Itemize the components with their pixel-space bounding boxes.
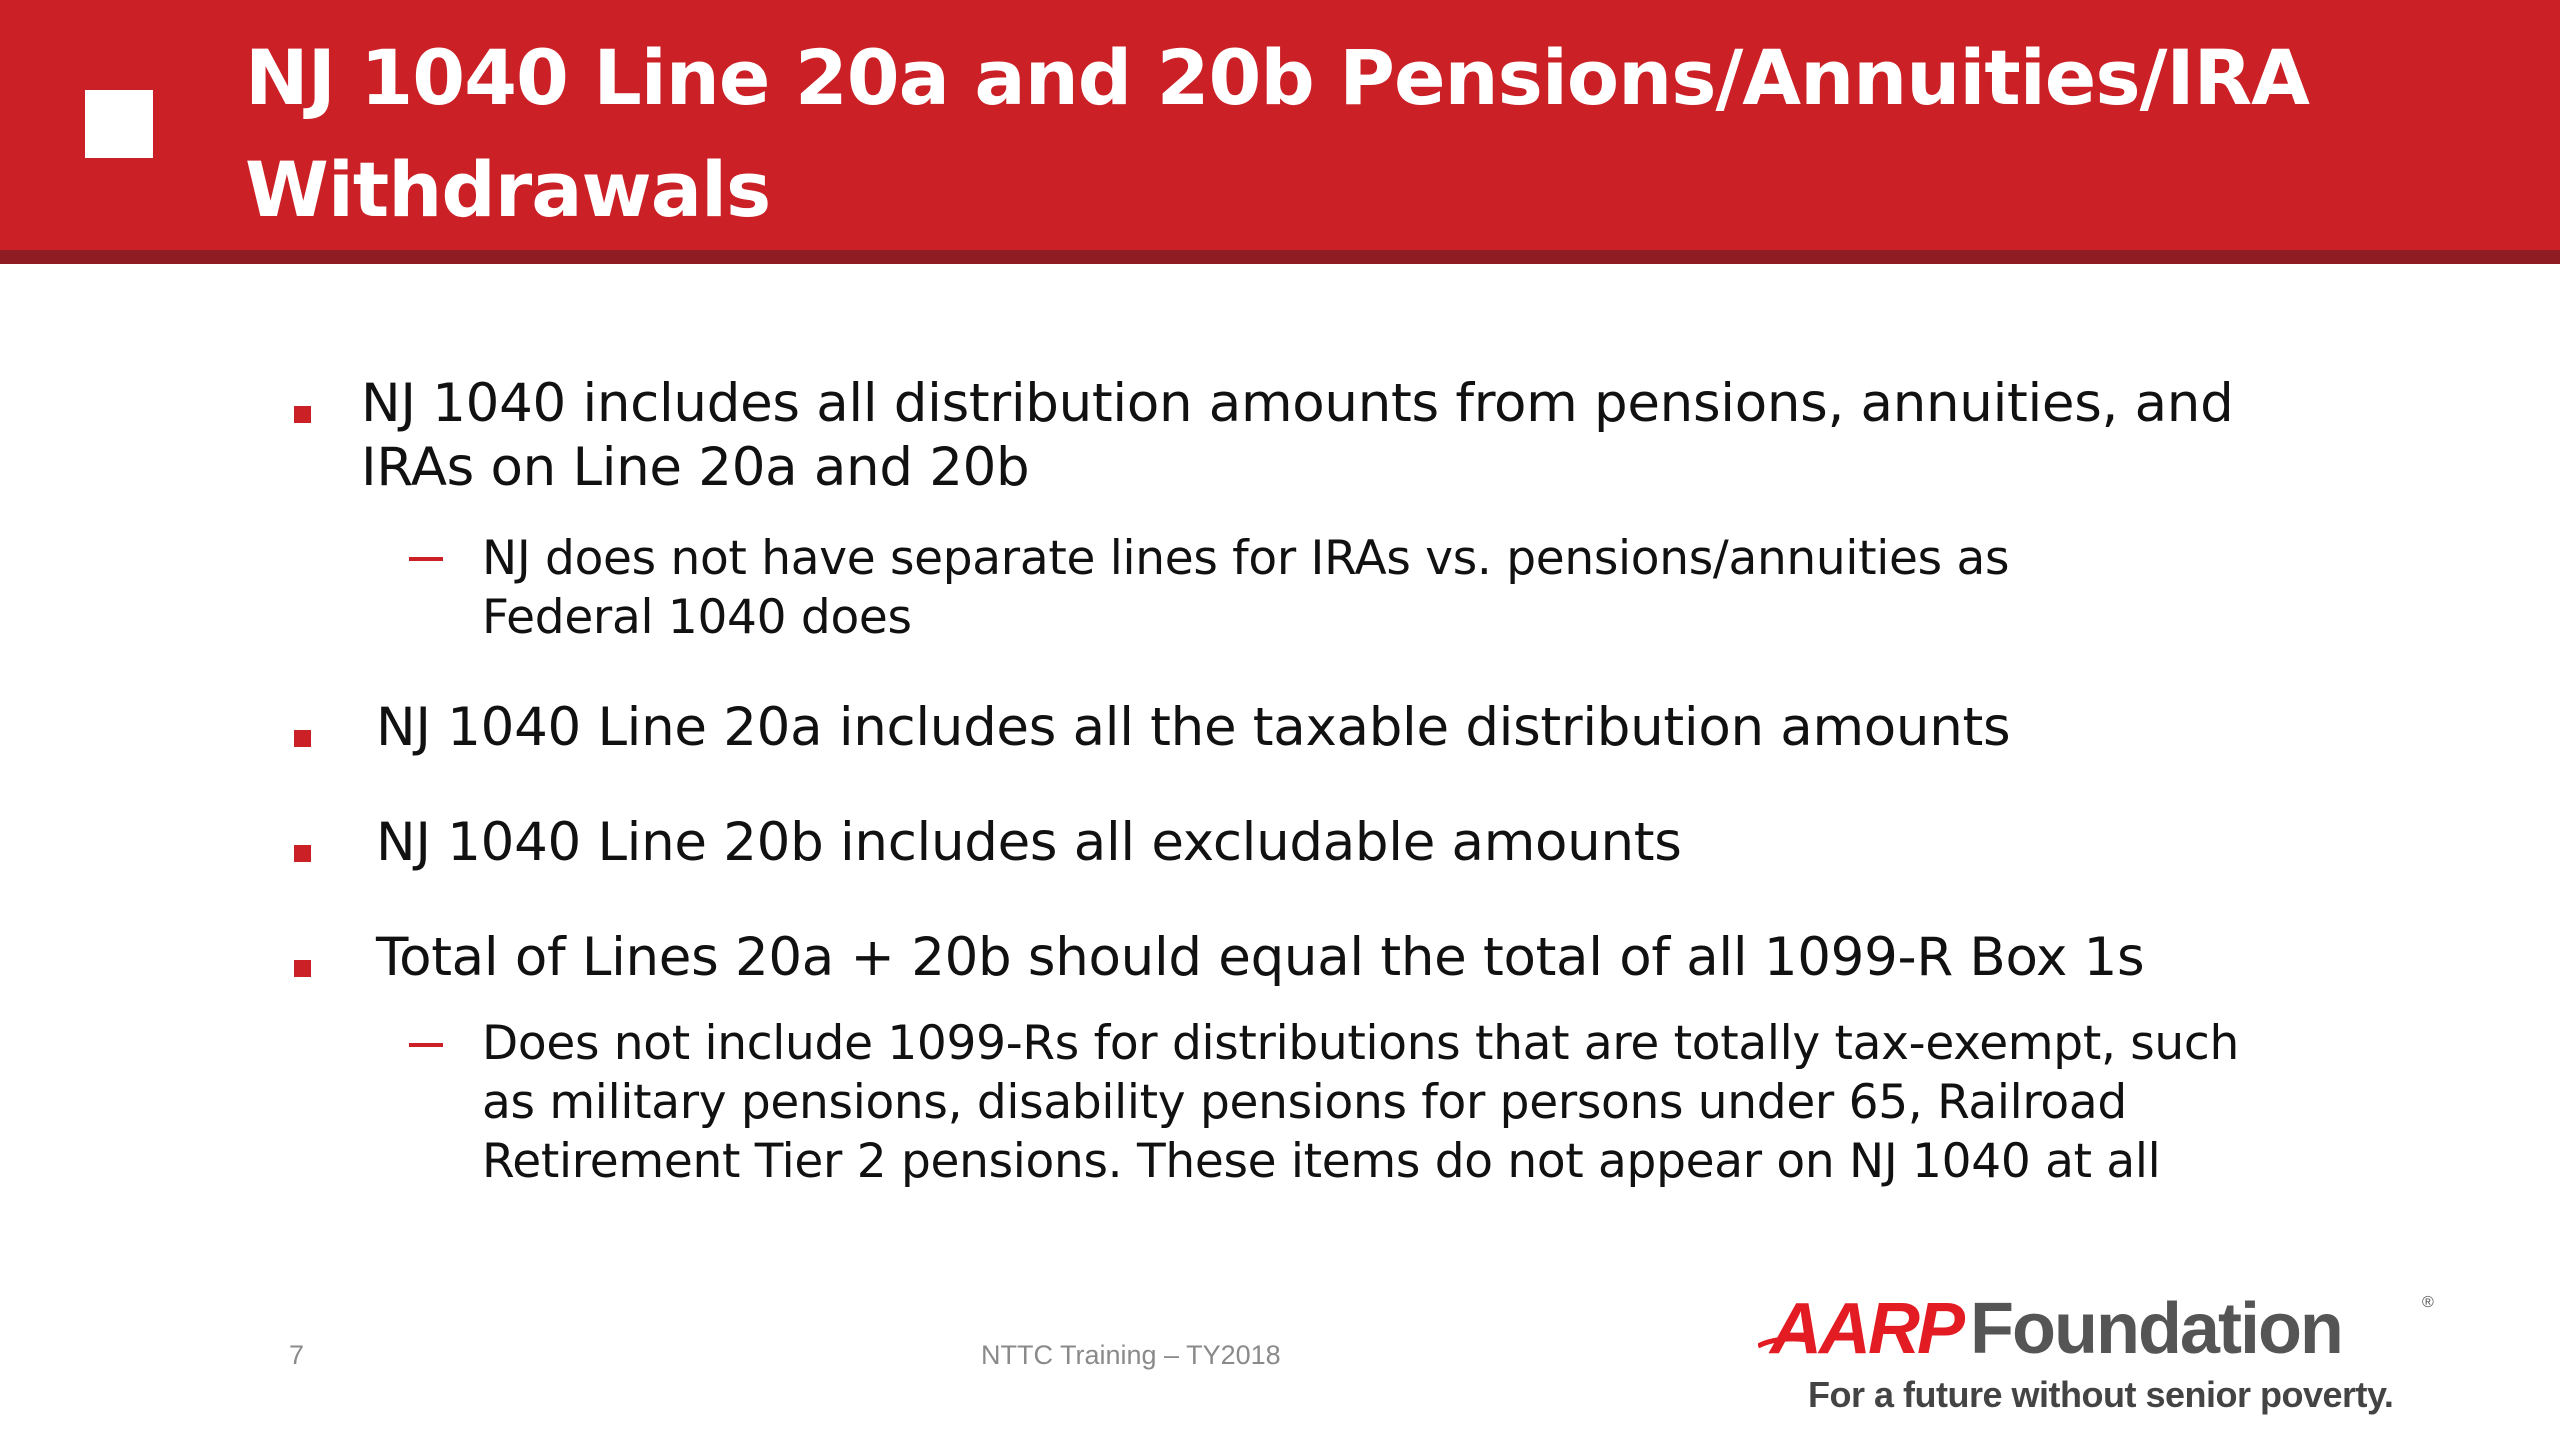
square-bullet-icon xyxy=(294,730,311,747)
bullet-2-line-1: NJ 1040 Line 20a includes all the taxable distribution amounts xyxy=(376,697,2011,758)
footer-text: NTTC Training – TY2018 xyxy=(981,1340,1281,1370)
title-line-2: Withdrawals xyxy=(245,145,771,234)
square-bullet-icon xyxy=(294,960,311,977)
logo-aarp-text: AARP xyxy=(1770,1289,1963,1369)
logo-foundation-text: Foundation xyxy=(1970,1289,2342,1369)
aarp-foundation-logo xyxy=(1770,1290,2450,1420)
registered-mark: ® xyxy=(2422,1294,2434,1311)
bullet-1-line-2: IRAs on Line 20a and 20b xyxy=(361,437,1030,498)
bullet-4-sub-line-1: Does not include 1099-Rs for distributions that are totally tax-exempt, such xyxy=(482,1016,2239,1071)
square-bullet-icon xyxy=(294,406,311,423)
square-bullet-icon xyxy=(294,845,311,862)
bullet-1-line-1: NJ 1040 includes all distribution amounts from pensions, annuities, and xyxy=(361,373,2234,434)
bullet-4-line-1: Total of Lines 20a + 20b should equal the total of all 1099-R Box 1s xyxy=(376,927,2145,988)
bullet-4-sub-line-2: as military pensions, disability pensions for persons under 65, Railroad xyxy=(482,1075,2127,1130)
bullet-3-line-1: NJ 1040 Line 20b includes all excludable amounts xyxy=(376,812,1682,873)
bullet-1-sub-line-2: Federal 1040 does xyxy=(482,590,912,645)
title-line-1: NJ 1040 Line 20a and 20b Pensions/Annuities/IRA xyxy=(245,33,2309,122)
page-number: 7 xyxy=(289,1340,305,1370)
logo-wordmark xyxy=(1770,1290,2342,1368)
dash-bullet-icon xyxy=(409,1043,443,1047)
logo-tagline: For a future without senior poverty. xyxy=(1808,1374,2394,1415)
bullet-4-sub-line-3: Retirement Tier 2 pensions. These items do not appear on NJ 1040 at all xyxy=(482,1134,2161,1189)
bullet-1-sub-line-1: NJ does not have separate lines for IRAs vs. pensions/annuities as xyxy=(482,531,2010,586)
dash-bullet-icon xyxy=(409,557,443,561)
